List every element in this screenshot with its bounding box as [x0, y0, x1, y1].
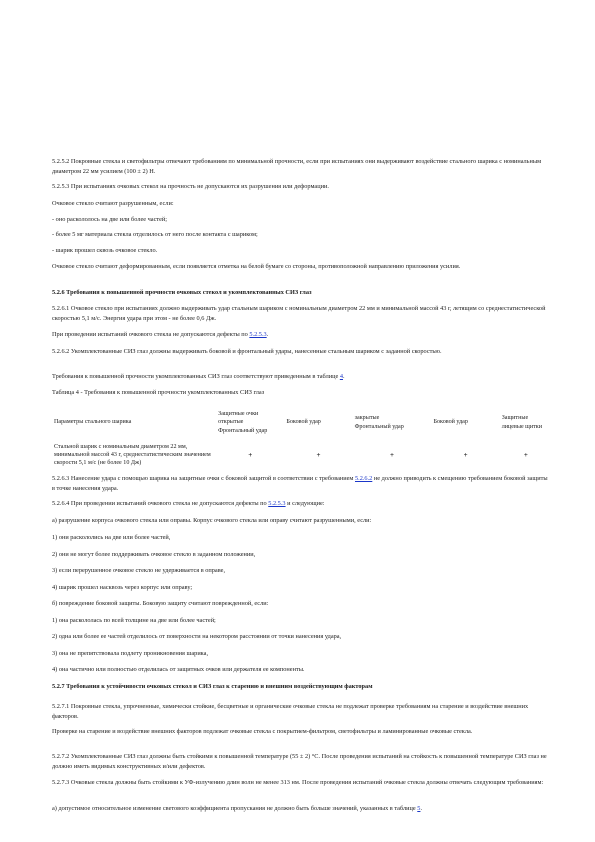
list-item: 3) она не препятствовала подлету проникновения шарика,: [52, 650, 209, 657]
paragraph: 5.2.7.1 Покровные стекла, упрочненные, химически стойкие, бесцветные и органические очковые стекла не подлежат проверке требованиям на старение и воздействие внешних факторов.: [52, 703, 529, 720]
paragraph: 5.2.5.3 При испытаниях очковых стекол на прочность не допускаются их разрушения или деформации.: [52, 183, 329, 190]
list-item: а) допустимое относительное изменение светового коэффициента пропускания не должно быть больше значений, указанных в таблице 5.: [52, 805, 423, 812]
table-header-cell: закрытые Фронтальный удар: [354, 415, 404, 430]
table-cell: Стальной шарик с номинальным диаметром 22 мм, минимальной массой 43 г, среднестатистическим значением скорости 5,1 м/с (не более 10 Дж): [54, 443, 211, 467]
paragraph: Очковое стекло считают деформированным, если появляется отметка на белой бумаге со стороны, противоположной направлению приложения усилия.: [52, 263, 461, 270]
clause-link[interactable]: 5.2.6.2: [354, 475, 373, 482]
table-header-cell: Защитные очки открытые Фронтальный удар: [218, 411, 268, 434]
paragraph: 5.2.7.3 Очковые стекла должны быть стойкими к УФ-излучению длин волн не менее 313 нм. После проведения испытаний очковые стекла должны отвечать следующим требованиям:: [52, 779, 544, 786]
table-header-cell: Боковой удар: [286, 419, 321, 426]
list-item: б) повреждение боковой защиты. Боковую защиту считают поврежденной, если:: [52, 600, 269, 607]
list-item: 1) она раскололась по всей толщине на две или более частей;: [52, 617, 216, 624]
clause-link[interactable]: 5.2.5.3: [249, 331, 267, 338]
table-cell: +: [523, 450, 528, 459]
paragraph: Проверке на старение и воздействие внешних факторов подлежат очковые стекла с покрытием-фильтром, светофильтры и ламинированные очковые стекла.: [52, 728, 473, 735]
clause-link[interactable]: 5.2.5.3: [268, 500, 286, 507]
list-item: 3) если перерушенное очковое стекло не удерживается в оправе,: [52, 567, 226, 574]
table-header-cell: Защитные лицевые щитки: [501, 415, 543, 430]
list-item: - оно раскололось на две или более частей;: [52, 216, 168, 223]
table-header-row: [52, 404, 552, 441]
list-item: - более 5 мг материала стекла отделилось от него после контакта с шариком;: [52, 231, 258, 238]
table-cell: +: [463, 450, 468, 459]
paragraph: 5.2.6.1 Очковое стекло при испытаниях должно выдерживать удар стальным шариком с номинальным диаметром 22 мм и минимальной массой 43 г, летящим со среднестатистической скоростью 5,1 м/с. Энергия удара при этом - не более 0,6 Дж.: [52, 305, 546, 322]
table-cell: +: [316, 450, 321, 459]
table-link[interactable]: 5: [417, 805, 421, 812]
table-cell: +: [390, 450, 395, 459]
list-item: 4) она частично или полностью отделилась от защитных очков или держателя ее компоненты.: [52, 666, 305, 673]
paragraph: 5.2.6.3 Нанесение удара с помощью шарика на защитные очки с боковой защитой в соответствии с требованием 5.2.6.2 не должно приводить к смещению требованием боковой защиты в точке нанесения удара.: [52, 475, 548, 492]
table-link[interactable]: 4: [339, 373, 343, 380]
table-header-cell: Параметры стального шарика: [54, 419, 132, 426]
paragraph: Очковое стекло считают разрушенным, если:: [52, 200, 174, 207]
paragraph: 5.2.6.2 Укомплектованные СИЗ глаз должны выдерживать боковой и фронтальный удары, нанесенные стальным шариком с заданной скоростью.: [52, 348, 442, 355]
list-item: 1) они раскололись на две или более частей,: [52, 534, 171, 541]
paragraph: При проведении испытаний очкового стекла не допускаются дефекты по 5.2.5.3.: [52, 331, 269, 338]
section-heading: 5.2.7 Требования к устойчивости очковых стекол и СИЗ глаз к старению и внешним воздействующим факторам: [52, 683, 373, 690]
list-item: 4) шарик прошел насквозь через корпус или оправу;: [52, 584, 193, 591]
table-caption: Таблица 4 - Требования к повышенной прочности укомплектованных СИЗ глаз: [52, 389, 265, 396]
list-item: 2) они не могут более поддерживать очковое стекло в заданном положении,: [52, 551, 256, 558]
list-item: а) разрушение корпуса очкового стекла или оправы. Корпус очкового стекла или оправу считают разрушенными, если:: [52, 517, 372, 524]
list-item: 2) одна или более ее частей отделилось от поверхности на некотором расстоянии от точки нанесения удара,: [52, 633, 342, 640]
list-item: - шарик прошел сквозь очковое стекло.: [52, 247, 158, 254]
section-heading: 5.2.6 Требования к повышенной прочности очковых стекол и укомплектованных СИЗ глаз: [52, 289, 312, 296]
paragraph: Требования к повышенной прочности укомплектованных СИЗ глаз соответствуют приведенным в таблице 4.: [52, 373, 345, 380]
paragraph: 5.2.7.2 Укомплектованные СИЗ глаз должны быть стойкими к повышенной температуре (55 ± 2) °С. После проведения испытаний на стойкость к повышенной температуре СИЗ глаз не должно иметь видимых конструктивных и/или дефектов.: [52, 753, 547, 770]
paragraph: 5.2.5.2 Покровные стекла и светофильтры отвечают требованиям по минимальной прочности, если при испытаниях они выдерживают воздействие стального шарика с номинальным диаметром 22 мм усилием (100 ± 2) Н.: [52, 158, 542, 175]
table-row: [52, 441, 552, 469]
table-header-cell: Боковой удар: [433, 419, 468, 426]
requirements-table: [52, 404, 552, 469]
paragraph: 5.2.6.4 При проведении испытаний очкового стекла не допускаются дефекты по 5.2.5.3 и следующие:: [52, 500, 325, 507]
table-cell: +: [248, 450, 253, 459]
